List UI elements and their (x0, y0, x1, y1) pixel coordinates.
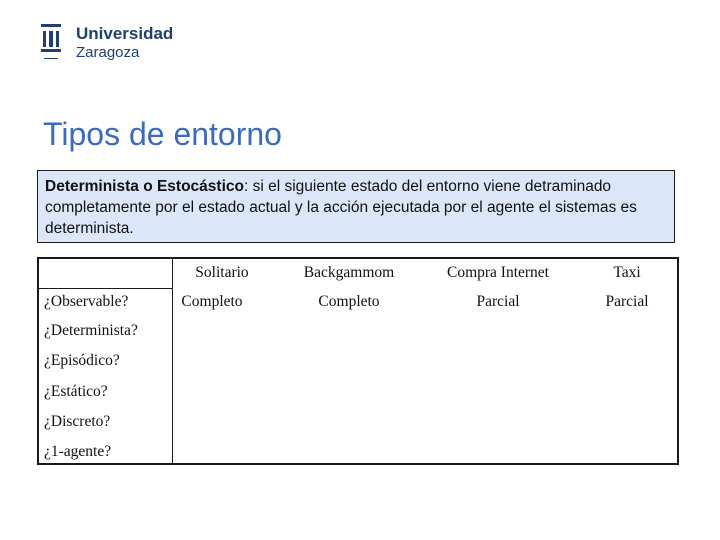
row-header: ¿Discreto? (44, 413, 111, 430)
column-header: Compra Internet (446, 264, 549, 281)
definition-box (37, 170, 675, 243)
table-cell: Parcial (605, 293, 649, 310)
university-logo (40, 22, 180, 64)
crest-icon (40, 22, 62, 62)
table-cell: Completo (318, 293, 380, 310)
table-cell: Parcial (476, 293, 520, 310)
table-divider (39, 288, 172, 289)
table-cell: Completo (181, 293, 243, 310)
row-header: ¿Episódico? (44, 352, 120, 369)
logo-name: Universidad (76, 24, 174, 43)
slide-title: Tipos de entorno (43, 116, 282, 152)
column-header: Solitario (195, 264, 249, 281)
definition-term: Determinista o Estocástico (45, 178, 244, 195)
definition-text: : si el siguiente estado del entorno viene detraminado completamente por el estado actual y la acción ejecutada por el agente el sistemas es determinista. (45, 178, 637, 237)
table-divider (172, 259, 173, 465)
comparison-table (37, 257, 679, 465)
row-header: ¿1-agente? (44, 443, 112, 460)
column-header: Taxi (613, 264, 641, 281)
row-header: ¿Observable? (44, 293, 129, 310)
column-header: Backgammom (303, 264, 395, 281)
row-header: ¿Determinista? (44, 322, 138, 339)
logo-city: Zaragoza (76, 44, 140, 61)
row-header: ¿Estático? (44, 383, 108, 400)
